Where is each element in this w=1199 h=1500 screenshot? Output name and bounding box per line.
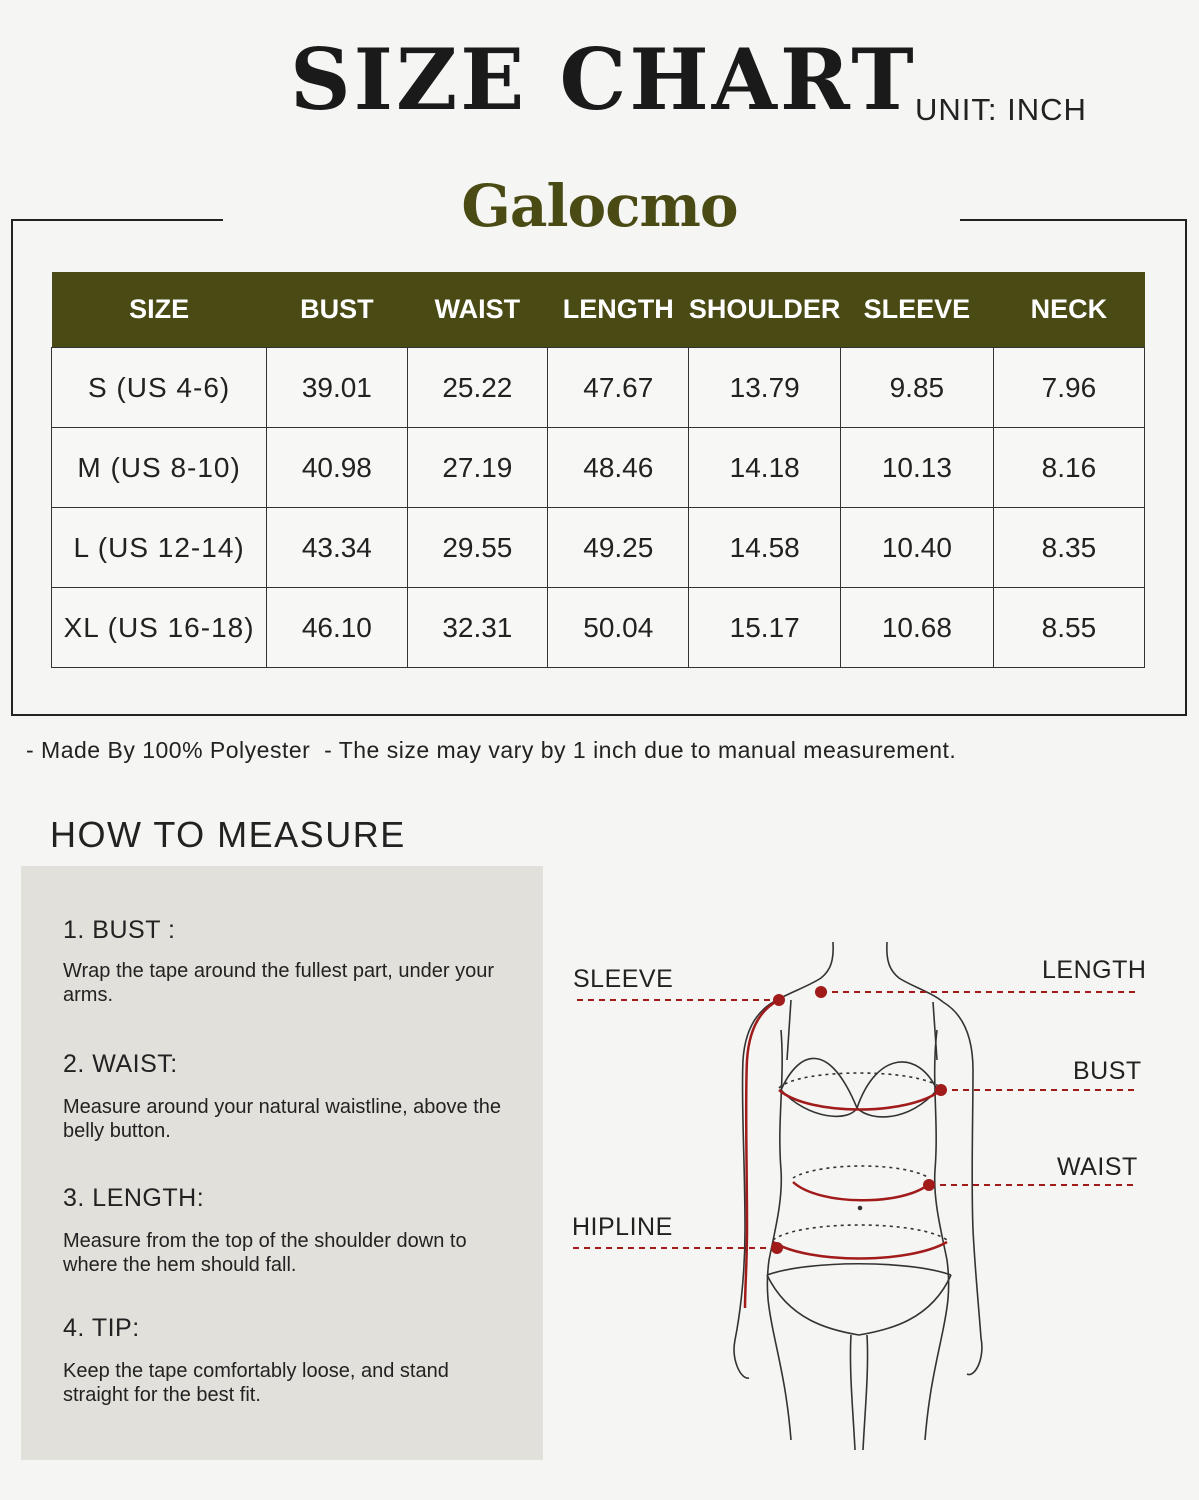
page-title: SIZE CHART bbox=[290, 30, 917, 129]
cell-sleeve: 10.40 bbox=[840, 508, 993, 588]
cell-neck: 8.35 bbox=[993, 508, 1144, 588]
cell-neck: 7.96 bbox=[993, 348, 1144, 428]
cell-sleeve: 10.68 bbox=[840, 588, 993, 668]
cell-size: S (US 4-6) bbox=[52, 348, 267, 428]
how-to-measure-title: HOW TO MEASURE bbox=[50, 814, 406, 855]
col-header-waist: WAIST bbox=[407, 272, 548, 348]
cell-length: 48.46 bbox=[548, 428, 689, 508]
cell-sleeve: 10.13 bbox=[840, 428, 993, 508]
col-header-shoulder: SHOULDER bbox=[689, 272, 841, 348]
label-length: LENGTH bbox=[1042, 956, 1147, 984]
step-heading: 3. LENGTH: bbox=[63, 1184, 205, 1212]
brand-logo: Galocmo bbox=[461, 172, 738, 240]
cell-shoulder: 14.18 bbox=[689, 428, 841, 508]
cell-size: XL (US 16-18) bbox=[52, 588, 267, 668]
cell-length: 49.25 bbox=[548, 508, 689, 588]
size-table bbox=[51, 272, 1145, 668]
table-header-row bbox=[52, 272, 1145, 348]
cell-neck: 8.55 bbox=[993, 588, 1144, 668]
instructions-panel bbox=[21, 866, 543, 1460]
step-heading: 4. TIP: bbox=[63, 1314, 140, 1342]
step-bust bbox=[63, 916, 503, 1007]
col-header-length: LENGTH bbox=[548, 272, 689, 348]
cell-bust: 40.98 bbox=[267, 428, 407, 508]
cell-waist: 32.31 bbox=[407, 588, 548, 668]
step-waist bbox=[63, 1050, 503, 1143]
body-figure-illustration bbox=[559, 930, 1199, 1470]
cell-length: 47.67 bbox=[548, 348, 689, 428]
cell-shoulder: 15.17 bbox=[689, 588, 841, 668]
table-row bbox=[52, 508, 1145, 588]
cell-neck: 8.16 bbox=[993, 428, 1144, 508]
cell-length: 50.04 bbox=[548, 588, 689, 668]
cell-bust: 39.01 bbox=[267, 348, 407, 428]
cell-bust: 46.10 bbox=[267, 588, 407, 668]
table-row bbox=[52, 428, 1145, 508]
unit-label: UNIT: INCH bbox=[915, 92, 1087, 127]
cell-waist: 25.22 bbox=[407, 348, 548, 428]
step-text: Wrap the tape around the fullest part, under your arms. bbox=[63, 960, 495, 1006]
step-text: Keep the tape comfortably loose, and stand straight for the best fit. bbox=[63, 1360, 449, 1406]
step-text: Measure from the top of the shoulder down to where the hem should fall. bbox=[63, 1230, 467, 1276]
cell-bust: 43.34 bbox=[267, 508, 407, 588]
label-sleeve: SLEEVE bbox=[573, 965, 674, 993]
step-heading: 1. BUST : bbox=[63, 916, 176, 944]
frame-line-right bbox=[960, 219, 1185, 221]
step-heading: 2. WAIST: bbox=[63, 1050, 178, 1078]
col-header-sleeve: SLEEVE bbox=[840, 272, 993, 348]
col-header-neck: NECK bbox=[993, 272, 1144, 348]
cell-shoulder: 13.79 bbox=[689, 348, 841, 428]
step-length bbox=[63, 1184, 503, 1277]
step-text: Measure around your natural waistline, above the belly button. bbox=[63, 1096, 502, 1142]
col-header-bust: BUST bbox=[267, 272, 407, 348]
table-row bbox=[52, 348, 1145, 428]
table-row bbox=[52, 588, 1145, 668]
frame-line-left bbox=[11, 219, 223, 221]
step-tip bbox=[63, 1314, 503, 1407]
cell-waist: 29.55 bbox=[407, 508, 548, 588]
label-bust: BUST bbox=[1073, 1057, 1142, 1085]
label-hipline: HIPLINE bbox=[572, 1213, 673, 1241]
label-waist: WAIST bbox=[1057, 1153, 1138, 1181]
cell-size: M (US 8-10) bbox=[52, 428, 267, 508]
cell-sleeve: 9.85 bbox=[840, 348, 993, 428]
cell-size: L (US 12-14) bbox=[52, 508, 267, 588]
notes-text: - Made By 100% Polyester - The size may vary by 1 inch due to manual measurement. bbox=[26, 737, 957, 763]
col-header-size: SIZE bbox=[52, 272, 267, 348]
cell-waist: 27.19 bbox=[407, 428, 548, 508]
cell-shoulder: 14.58 bbox=[689, 508, 841, 588]
